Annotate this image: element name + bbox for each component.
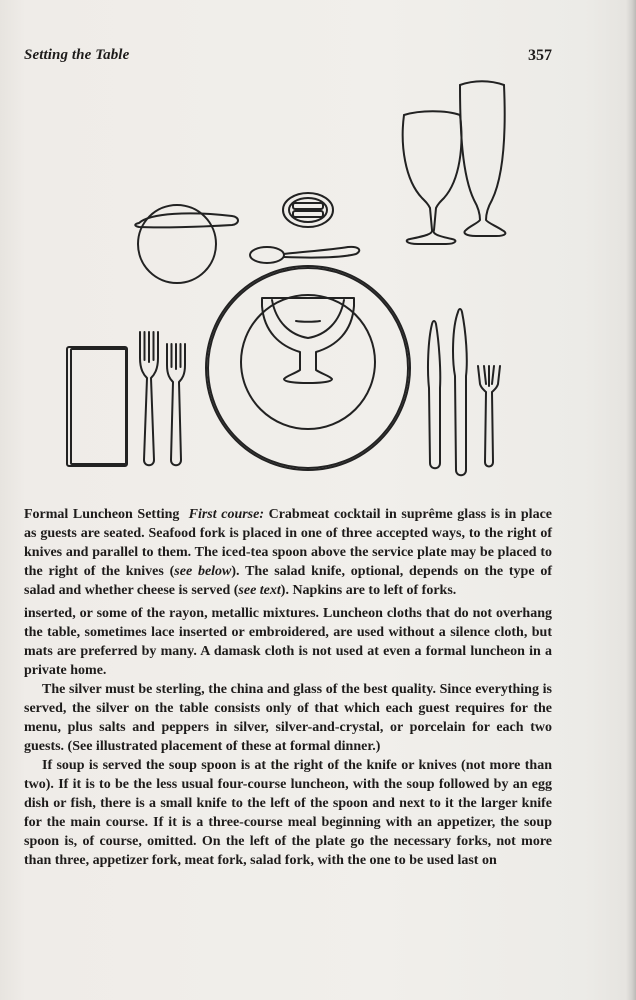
article-text <box>24 505 552 870</box>
caption-first-course-label: First course: <box>188 507 265 522</box>
salad-knife <box>428 321 440 468</box>
caption-text-3: ). Napkins are to left of forks. <box>280 583 457 598</box>
body-paragraph-1: inserted, or some of the rayon, metallic mixtures. Luncheon cloths that do not overhang the table, sometimes lace inserted or embroidered, are used without a silence cloth, but mats are preferred by many. A damask cloth is not used at even a formal luncheon in a private home. <box>24 606 552 678</box>
page-number: 357 <box>528 47 552 64</box>
body-paragraph-3: If soup is served the soup spoon is at the right of the knife or knives (not more than two). If it is to be the less usual four-course luncheon, with the soup followed by an egg dish or fish, there is a small knife to the left of the spoon and next to it the larger knife for the main course. If it is a three-course meal beginning with an appetizer, the soup spoon is, of course, omitted. On the left of the plate go the necessary forks, not more than three, appetizer fork, meat fork, salad fork, with the one to be used last on <box>24 758 552 868</box>
caption-text-2: ). The salad knife, optional, depends on the type of salad and whether cheese is served ( <box>24 564 553 598</box>
running-title: Setting the Table <box>24 47 130 63</box>
salad-fork <box>167 344 185 465</box>
table-setting-illustration <box>0 70 636 490</box>
meat-fork <box>140 332 158 465</box>
service-plate <box>206 266 410 470</box>
seafood-fork <box>478 366 500 467</box>
iced-tea-glass <box>460 81 505 236</box>
page-header <box>24 47 552 69</box>
caption-text-1: Crabmeat cocktail in suprême glass is in place as guests are seated. Seafood fork is placed in one of three accepted ways, to the right of knives and parallel to them. The iced-tea spoon above the service plate may be placed to the right of the knives ( <box>24 507 552 579</box>
wine-glass <box>403 111 462 244</box>
luncheon-knife <box>453 309 467 475</box>
body-paragraph-2: The silver must be sterling, the china and glass of the best quality. Since everything is served, the silver on the table consists only of that which each guest requires for the menu, plus salts and peppers in silver, silver-and-crystal, or porcelain for each two guests. (See illustrated placement of these at formal dinner.) <box>24 682 552 754</box>
salt-cellar <box>283 193 333 227</box>
caption-see-below: see below <box>174 564 232 579</box>
napkin <box>67 347 127 466</box>
iced-tea-spoon <box>250 247 359 263</box>
caption-see-text: see text <box>238 583 281 598</box>
bread-butter-plate <box>135 205 238 283</box>
illustration-caption <box>24 505 552 600</box>
caption-lead: Formal Luncheon Setting <box>24 507 180 522</box>
supreme-glass <box>262 298 354 383</box>
